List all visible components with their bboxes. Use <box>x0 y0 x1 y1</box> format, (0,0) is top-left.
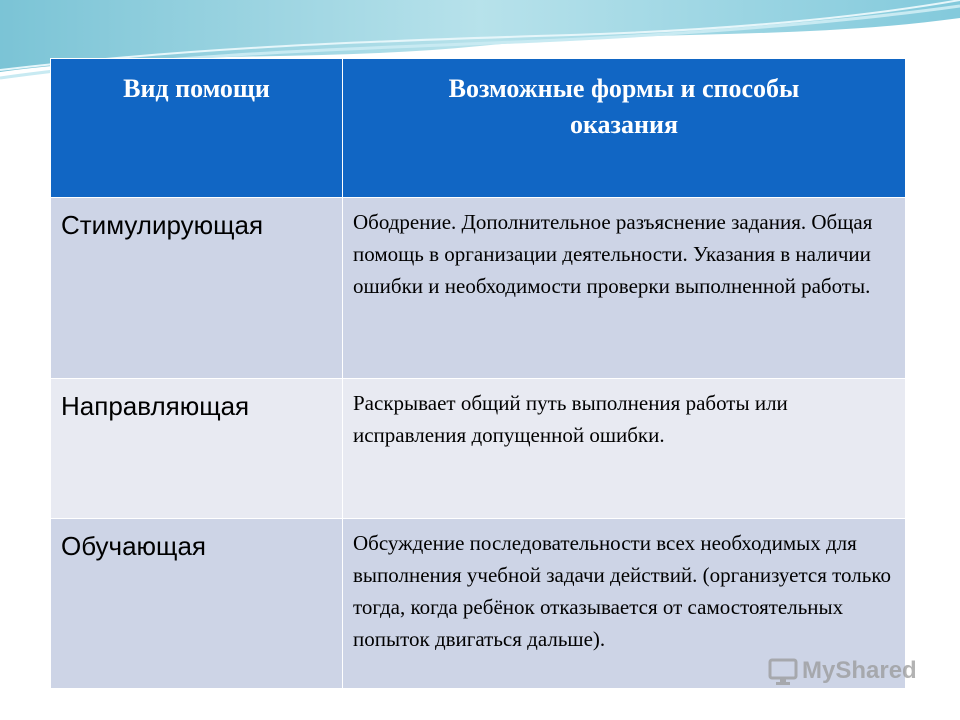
header-forms-methods: Возможные формы и способы оказания <box>343 59 906 198</box>
header-help-type: Вид помощи <box>51 59 343 198</box>
help-types-table <box>50 58 906 689</box>
help-type-cell <box>51 379 343 519</box>
table-header-row <box>51 59 906 198</box>
watermark <box>768 656 917 686</box>
help-description-cell <box>343 379 906 519</box>
table-row <box>51 379 906 519</box>
help-type-name: Обучающая <box>61 531 206 561</box>
help-type-cell <box>51 519 343 689</box>
help-description: Ободрение. Дополнительное разъяснение задания. Общая помощь в организации деятельности. Указания в наличии ошибки и необходимости проверки выполненной работы. <box>353 210 873 298</box>
help-type-cell <box>51 198 343 379</box>
help-type-name: Стимулирующая <box>61 210 264 240</box>
help-type-name: Направляющая <box>61 391 250 421</box>
help-description-cell <box>343 198 906 379</box>
help-description: Обсуждение последовательности всех необходимых для выполнения учебной задачи действий. (организуется только тогда, когда ребёнок отказывается от самостоятельных попыток двигаться дальше). <box>353 531 891 651</box>
table-row <box>51 198 906 379</box>
myshared-logo-icon <box>768 656 798 686</box>
help-description: Раскрывает общий путь выполнения работы или исправления допущенной ошибки. <box>353 391 788 447</box>
watermark-text: MyShared <box>802 657 917 684</box>
